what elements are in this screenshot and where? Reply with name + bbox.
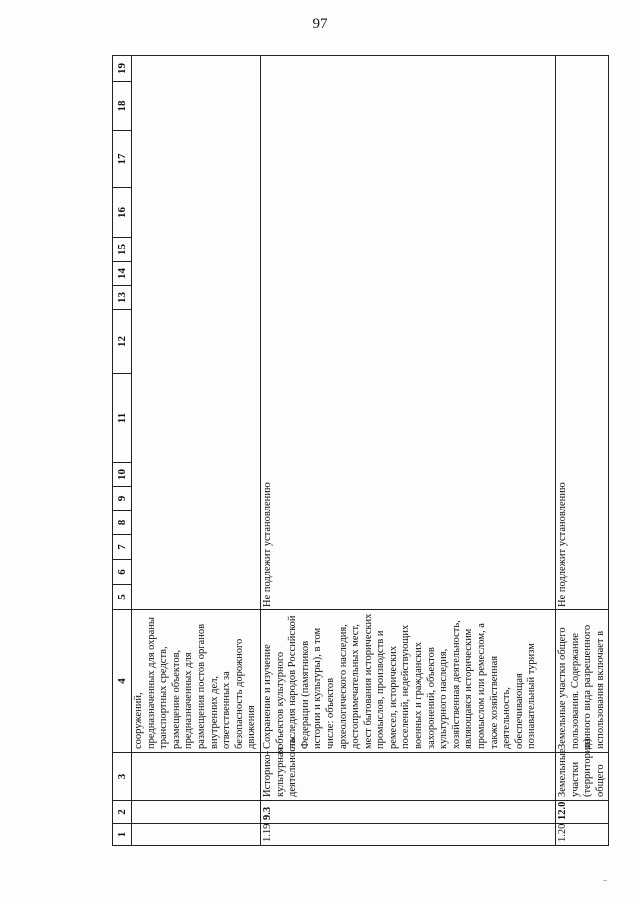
col-header: 5 — [113, 585, 132, 610]
col-header: 2 — [113, 801, 132, 824]
row-number — [132, 824, 261, 846]
rotated-table-container — [112, 60, 606, 846]
row-description: сооружений, предназначенных для охраны транспортных средств, размещение объектов, предназначенных для размещения постов органов внутренних дел, ответственных за безопасность дорожного движения — [132, 610, 261, 753]
row-description: Сохранение и изучение объектов культурного наследия народов Российской Федерации (памятников истории и культуры), в том числе: объектов археологического наследия, достопримечательных мест, мест бытования исторических промыслов, производств и ремесел, исторических поселений, недействующих военных и гражданских захоронений, объектов культурного наследия, хозяйственная деятельность, являющаяся историческим промыслом или ремеслом, а также хозяйственная деятельность, обеспечивающая познавательный туризм — [260, 610, 555, 753]
col-header: 9 — [113, 487, 132, 511]
row-merged-cell: Не подлежит установлению — [555, 56, 608, 610]
col-header: 4 — [113, 610, 132, 753]
row-name — [132, 753, 261, 801]
row-description: Земельные участки общего пользования. Содержание данного вида разрешенного использования включает в — [555, 610, 608, 753]
table-row — [132, 56, 261, 846]
scan-artifact — [603, 880, 607, 881]
col-header: 10 — [113, 463, 132, 487]
col-header: 14 — [113, 262, 132, 286]
col-header: 18 — [113, 82, 132, 131]
col-header: 12 — [113, 310, 132, 374]
col-header: 8 — [113, 511, 132, 535]
land-use-table — [112, 55, 609, 846]
col-header: 13 — [113, 286, 132, 310]
col-header: 11 — [113, 374, 132, 463]
col-header: 17 — [113, 131, 132, 188]
row-number: 1.19 — [260, 824, 555, 846]
row-name: Земельные участки (территории) общего — [555, 753, 608, 801]
page-number: 97 — [312, 16, 328, 32]
row-number: 1.20 — [555, 824, 608, 846]
header-row — [113, 56, 132, 846]
col-header: 15 — [113, 238, 132, 262]
col-header: 16 — [113, 188, 132, 238]
row-code: 9.3 — [260, 801, 555, 824]
row-code: 12.0 — [555, 801, 608, 824]
col-header: 7 — [113, 535, 132, 560]
col-header: 6 — [113, 560, 132, 585]
row-code — [132, 801, 261, 824]
col-header: 19 — [113, 56, 132, 82]
row-name: Историко-культурная деятельность — [260, 753, 555, 801]
row-merged-cell: Не подлежит установлению — [260, 56, 555, 610]
col-header: 1 — [113, 824, 132, 846]
table-row — [260, 56, 555, 846]
table-row — [555, 56, 608, 846]
col-header: 3 — [113, 753, 132, 801]
row-merged-cell — [132, 56, 261, 610]
